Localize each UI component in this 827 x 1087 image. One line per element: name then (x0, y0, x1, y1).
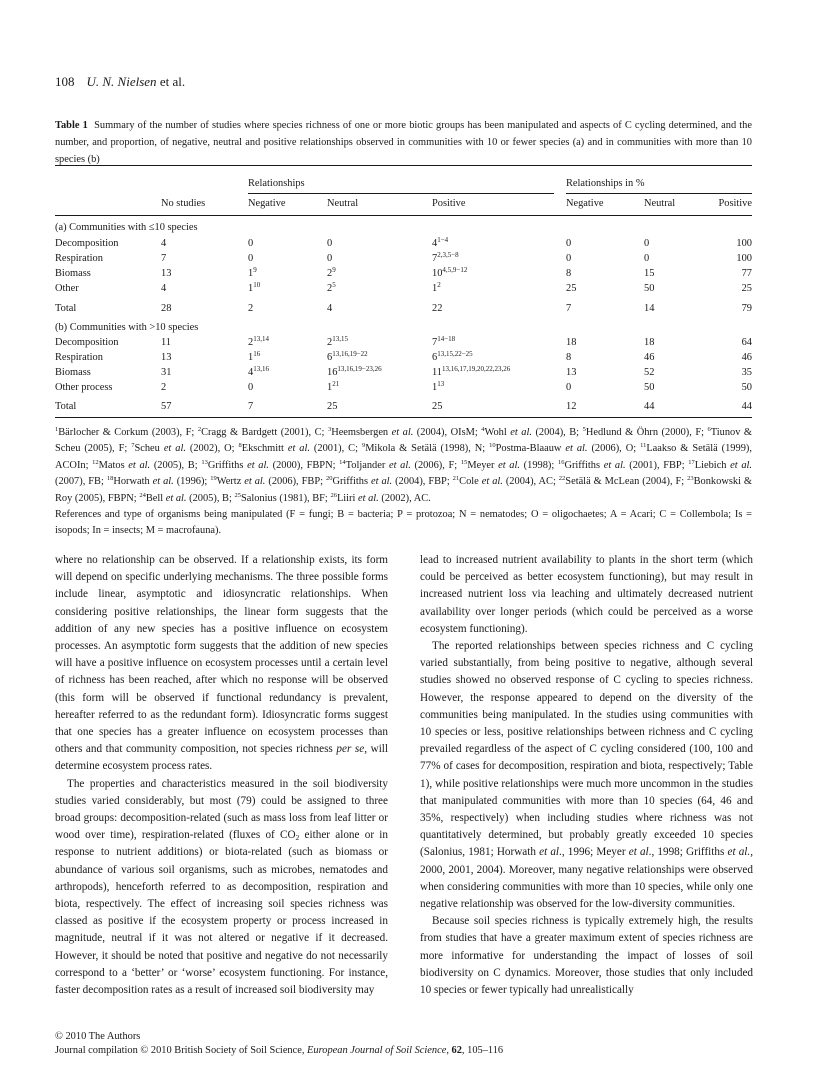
table-top-rule (55, 165, 752, 166)
cell-negative: 0 (248, 382, 254, 393)
reference-list (55, 425, 752, 507)
cell-pct-neutral: 52 (644, 367, 655, 378)
cell-pct-neutral: 46 (644, 352, 655, 363)
reference-item: $^{10}$Postma-Blaauw et al. (2006), O; (489, 442, 637, 455)
cell-positive: $10^{4,5,9-12}$ (432, 266, 468, 279)
row-label: Other (55, 283, 79, 294)
cell-pct-negative: 8 (566, 352, 572, 363)
body-column-left (55, 552, 388, 999)
reference-item: $^{15}$Meyer et al. (1998); (460, 458, 555, 471)
section-heading-a: (a) Communities with ≤10 species (55, 222, 198, 233)
reference-item: $^{26}$Liiri et al. (2002), AC. (330, 491, 431, 504)
cell-pct-neutral: 18 (644, 337, 655, 348)
cell-positive: 22 (432, 303, 443, 314)
cell-no-studies: 31 (161, 367, 172, 378)
reference-item: $^3$Heemsbergen et al. (2004), OIsM; (327, 426, 478, 438)
relationships-underline (248, 193, 554, 194)
cell-neutral: 25 (327, 401, 338, 412)
cell-positive: $4^{1-4}$ (432, 236, 449, 249)
row-label: Total (55, 401, 77, 412)
cell-pct-positive: 25 (741, 283, 752, 294)
cell-neutral: $2^5$ (327, 281, 336, 294)
reference-item: $^2$Cragg & Bardgett (2001), C; (197, 426, 325, 438)
cell-no-studies: 11 (161, 337, 172, 348)
row-label: Decomposition (55, 238, 119, 249)
running-head: 108 U. N. Nielsen et al. (55, 74, 186, 89)
cell-pct-positive: 77 (741, 268, 752, 279)
table-bottom-rule (55, 417, 752, 418)
copyright-line: © 2010 The Authors (55, 1031, 141, 1042)
cell-pct-positive: 100 (736, 238, 752, 249)
cell-negative: 7 (248, 401, 254, 412)
section-heading-b: (b) Communities with >10 species (55, 322, 199, 333)
col-header-pct-positive: Positive (718, 198, 752, 209)
cell-positive: $1^{13}$ (432, 380, 445, 393)
cell-no-studies: 13 (161, 352, 172, 363)
row-label: Biomass (55, 268, 91, 279)
page-footer (55, 1030, 503, 1058)
table-caption (55, 117, 752, 168)
reference-item: $^5$Hedlund & Öhrn (2000), F; (582, 426, 705, 438)
cell-negative: $1^{10}$ (248, 281, 261, 294)
cell-pct-neutral: 0 (644, 253, 650, 264)
cell-negative: $1^{16}$ (248, 350, 261, 363)
cell-no-studies: 57 (161, 401, 172, 412)
cell-pct-positive: 100 (736, 253, 752, 264)
relationships-group-header: Relationships (248, 178, 305, 189)
cell-negative: 0 (248, 238, 254, 249)
cell-no-studies: 13 (161, 268, 172, 279)
cell-positive: 25 (432, 401, 443, 412)
row-label: Respiration (55, 352, 103, 363)
cell-neutral: $2^9$ (327, 266, 336, 279)
cell-no-studies: 7 (161, 253, 167, 264)
reference-item: $^{21}$Cole et al. (2004), AC; (452, 475, 556, 488)
relationships-pct-underline (566, 193, 752, 194)
cell-neutral: $1^{21}$ (327, 380, 340, 393)
organism-key: References and type of organisms being manipulated (F = fungi; B = bacteria; P = protozoa; N = nematodes; O = oligochaetes; A = Acari; C = Collembola; Is = isopods; In = insects; M = macrofauna). (55, 509, 752, 537)
reference-item: $^{20}$Griffiths et al. (2004), FBP; (325, 475, 450, 488)
cell-pct-neutral: 50 (644, 382, 655, 393)
cell-pct-positive: 46 (741, 352, 752, 363)
paragraph: Because soil species richness is typically extremely high, the results from studies that have a greater maximum extent of species richness are more informative for understanding the impact of losses of soil biodiversity on C dynamics. Moreover, those studies that only included 10 species or fewer typically had unrealistically (420, 915, 753, 997)
reference-item: $^{17}$Liebich et al. (2007), FB; (55, 458, 753, 488)
paragraph: The reported relationships between species richness and C cycling varied substantially, from being positive to negative, although several studies showed no observed response of C cycling to species richness. However, the response appeared to depend on the diversity of the communities being manipulated. In the studies using communities with 10 species or less, positive relationships between richness and C cycling prevailed regardless of the aspect of C cycling considered (100, 100 and 77% of cases for decomposition, respiration and biota, respectively; Table 1), while positive relationships were much more uncommon in the studies that manipulated communities with more than 10 species (64, 46 and 35%, respectively) when including studies where richness was not quantitatively determined, but probably greatly exceeded 10 species (Salonius, 1981; Horwath et al., 1996; Meyer et al., 1998; Griffiths et al., 2000, 2001, 2004). Moreover, many negative relationships were observed when considering communities with more than 10 species, while only one negative relationship was observed for the low-diversity communities. (420, 640, 753, 911)
cell-negative: 4$^{13,16}$ (248, 365, 269, 378)
cell-pct-negative: 0 (566, 382, 572, 393)
paragraph: The properties and characteristics measured in the soil biodiversity studies varied considerably, but most (79) could be assigned to three broad groups: decomposition-related (such as mass loss from leaf litter or wood over time), respiration-related (fluxes of $CO_2$ either alone or in response to nutrient additions) or biota-related (such as biomass or abundance of various soil organisms, such as microbes, nematodes and arthropods), henceforth referred to as decomposition, respiration and biota, respectively. The effect of increasing soil species richness was classed as positive if the ecosystem property or process increased in magnitude, neutral if it was not altered or negative if it decreased. However, it should be noted that positive and negative do not necessarily correspond to a ‘better’ or ‘worse’ ecosystem functioning. For instance, faster decomposition rates as a result of increased soil biodiversity may (55, 777, 388, 997)
cell-positive: 11$^{13,16,17,19,20,22,23,26}$ (432, 365, 511, 378)
reference-item: $^6$Tiunov & Scheu (2005), F; (55, 426, 752, 455)
reference-item: $^8$Ekschmitt et al. (2001), C; (238, 442, 358, 455)
cell-negative: 2 (248, 303, 254, 314)
cell-neutral: 2$^{13,15}$ (327, 335, 348, 348)
paragraph: where no relationship can be observed. If a relationship exists, its form will depend on specific underlying mechanisms. The three possible forms include linear, asymptotic and idiosyncratic relationships. When considering positive relationships, the linear form suggests that the addition of any new species has a positive influence on ecosystem processes. An asymptotic form suggests that the addition of new species will have a positive influence on ecosystem processes until a certain level of richness has been reached, after which no response will be observed (this form will be observed if functional redundancy is prevalent, hereafter referred to as the redundant form). Idiosyncratic forms suggest that one species has a greater influence on ecosystem processes than others and that community composition, not species richness per se, will determine ecosystem process rates. (55, 554, 389, 773)
reference-item: $^{25}$Salonius (1981), BF; (234, 491, 328, 504)
running-head-authors: U. N. Nielsen (86, 74, 157, 89)
row-label: Biomass (55, 367, 91, 378)
cell-no-studies: 4 (161, 283, 167, 294)
cell-pct-negative: 0 (566, 238, 572, 249)
cell-pct-negative: 13 (566, 367, 577, 378)
cell-no-studies: 28 (161, 303, 172, 314)
row-label: Other process (55, 382, 113, 393)
cell-neutral: 4 (327, 303, 333, 314)
cell-pct-positive: 64 (741, 337, 752, 348)
reference-item: $^4$Wohl et al. (2004), B; (481, 426, 580, 438)
reference-item: $^{13}$Griffiths et al. (2000), FBPN; (201, 458, 336, 471)
cell-pct-negative: 18 (566, 337, 577, 348)
cell-pct-negative: 8 (566, 268, 572, 279)
row-label: Respiration (55, 253, 103, 264)
journal-line: Journal compilation © 2010 British Society of Soil Science, European Journal of Soil Science, 62, 105–116 (55, 1045, 504, 1056)
cell-pct-negative: 0 (566, 253, 572, 264)
body-column-right (420, 552, 753, 999)
cell-pct-positive: 79 (741, 303, 752, 314)
reference-item: $^{14}$Toljander et al. (2006), F; (339, 458, 458, 471)
cell-positive: $6^{13,15,22-25}$ (432, 350, 473, 363)
cell-positive: $7^{2,3,5-8}$ (432, 251, 459, 264)
col-header-no-studies: No studies (161, 198, 206, 209)
col-header-negative: Negative (248, 198, 286, 209)
table-footnotes (55, 425, 752, 540)
reference-item: $^{23}$Bonkowski & Roy (2005), FBPN; (55, 475, 752, 504)
cell-negative: 0 (248, 253, 254, 264)
reference-item: $^{12}$Matos et al. (2005), B; (92, 458, 198, 471)
cell-pct-neutral: 0 (644, 238, 650, 249)
row-label: Total (55, 303, 77, 314)
col-header-positive: Positive (432, 198, 466, 209)
cell-positive: $1^2$ (432, 281, 441, 294)
cell-pct-neutral: 50 (644, 283, 655, 294)
cell-pct-neutral: 15 (644, 268, 655, 279)
cell-neutral: $16^{13,16,19-23,26}$ (327, 365, 382, 378)
cell-pct-positive: 50 (741, 382, 752, 393)
reference-item: $^9$Mikola & Setälä (1998), N; (361, 442, 486, 455)
page-number: 108 (55, 74, 75, 89)
cell-no-studies: 2 (161, 382, 167, 393)
reference-item: $^{11}$Laakso & Setälä (1999), ACOIn; (55, 442, 752, 471)
reference-item: $^{19}$Wertz et al. (2006), FBP; (210, 475, 323, 488)
cell-pct-negative: 25 (566, 283, 577, 294)
cell-pct-positive: 35 (741, 367, 752, 378)
reference-item: $^1$Bärlocher & Corkum (2003), F; (55, 426, 195, 438)
cell-neutral: 0 (327, 253, 333, 264)
cell-neutral: 0 (327, 238, 333, 249)
cell-pct-negative: 7 (566, 303, 572, 314)
cell-negative: 2$^{13,14}$ (248, 335, 269, 348)
reference-item: $^{18}$Horwath et al. (1996); (106, 475, 208, 488)
col-header-pct-negative: Negative (566, 198, 604, 209)
cell-pct-neutral: 14 (644, 303, 655, 314)
paragraph: lead to increased nutrient availability to plants in the short term (which could be perceived as better ecosystem functioning), but may result in increased nutrient loss via leaching and ultimately decreased nutrient availability over longer periods (which could be perceived as a worse ecosystem functioning). (420, 554, 753, 635)
table-caption-text: Summary of the number of studies where species richness of one or more biotic groups has been manipulated and aspects of C cycling determined, and the number, and proportion, of negative, neutral and positive relationships observed in communities with 10 or fewer species (a) and in communities with more than 10 species (b) (55, 120, 752, 165)
relationships-pct-group-header: Relationships in % (566, 178, 645, 189)
cell-pct-neutral: 44 (644, 401, 655, 412)
cell-pct-negative: 12 (566, 401, 577, 412)
cell-negative: $1^9$ (248, 266, 257, 279)
reference-item: $^{22}$Setälä & McLean (2004), F; (558, 475, 685, 488)
table-label: Table 1 (55, 120, 88, 131)
cell-pct-positive: 44 (741, 401, 752, 412)
reference-item: $^{24}$Bell et al. (2005), B; (139, 491, 232, 504)
col-header-neutral: Neutral (327, 198, 359, 209)
header-bottom-rule (55, 215, 752, 216)
cell-no-studies: 4 (161, 238, 167, 249)
col-header-pct-neutral: Neutral (644, 198, 676, 209)
row-label: Decomposition (55, 337, 119, 348)
cell-positive: $7^{14-18}$ (432, 335, 456, 348)
reference-item: $^{16}$Griffiths et al. (2001), FBP; (557, 458, 685, 471)
reference-item: $^7$Scheu et al. (2002), O; (131, 442, 235, 455)
cell-neutral: $6^{13,16,19-22}$ (327, 350, 368, 363)
